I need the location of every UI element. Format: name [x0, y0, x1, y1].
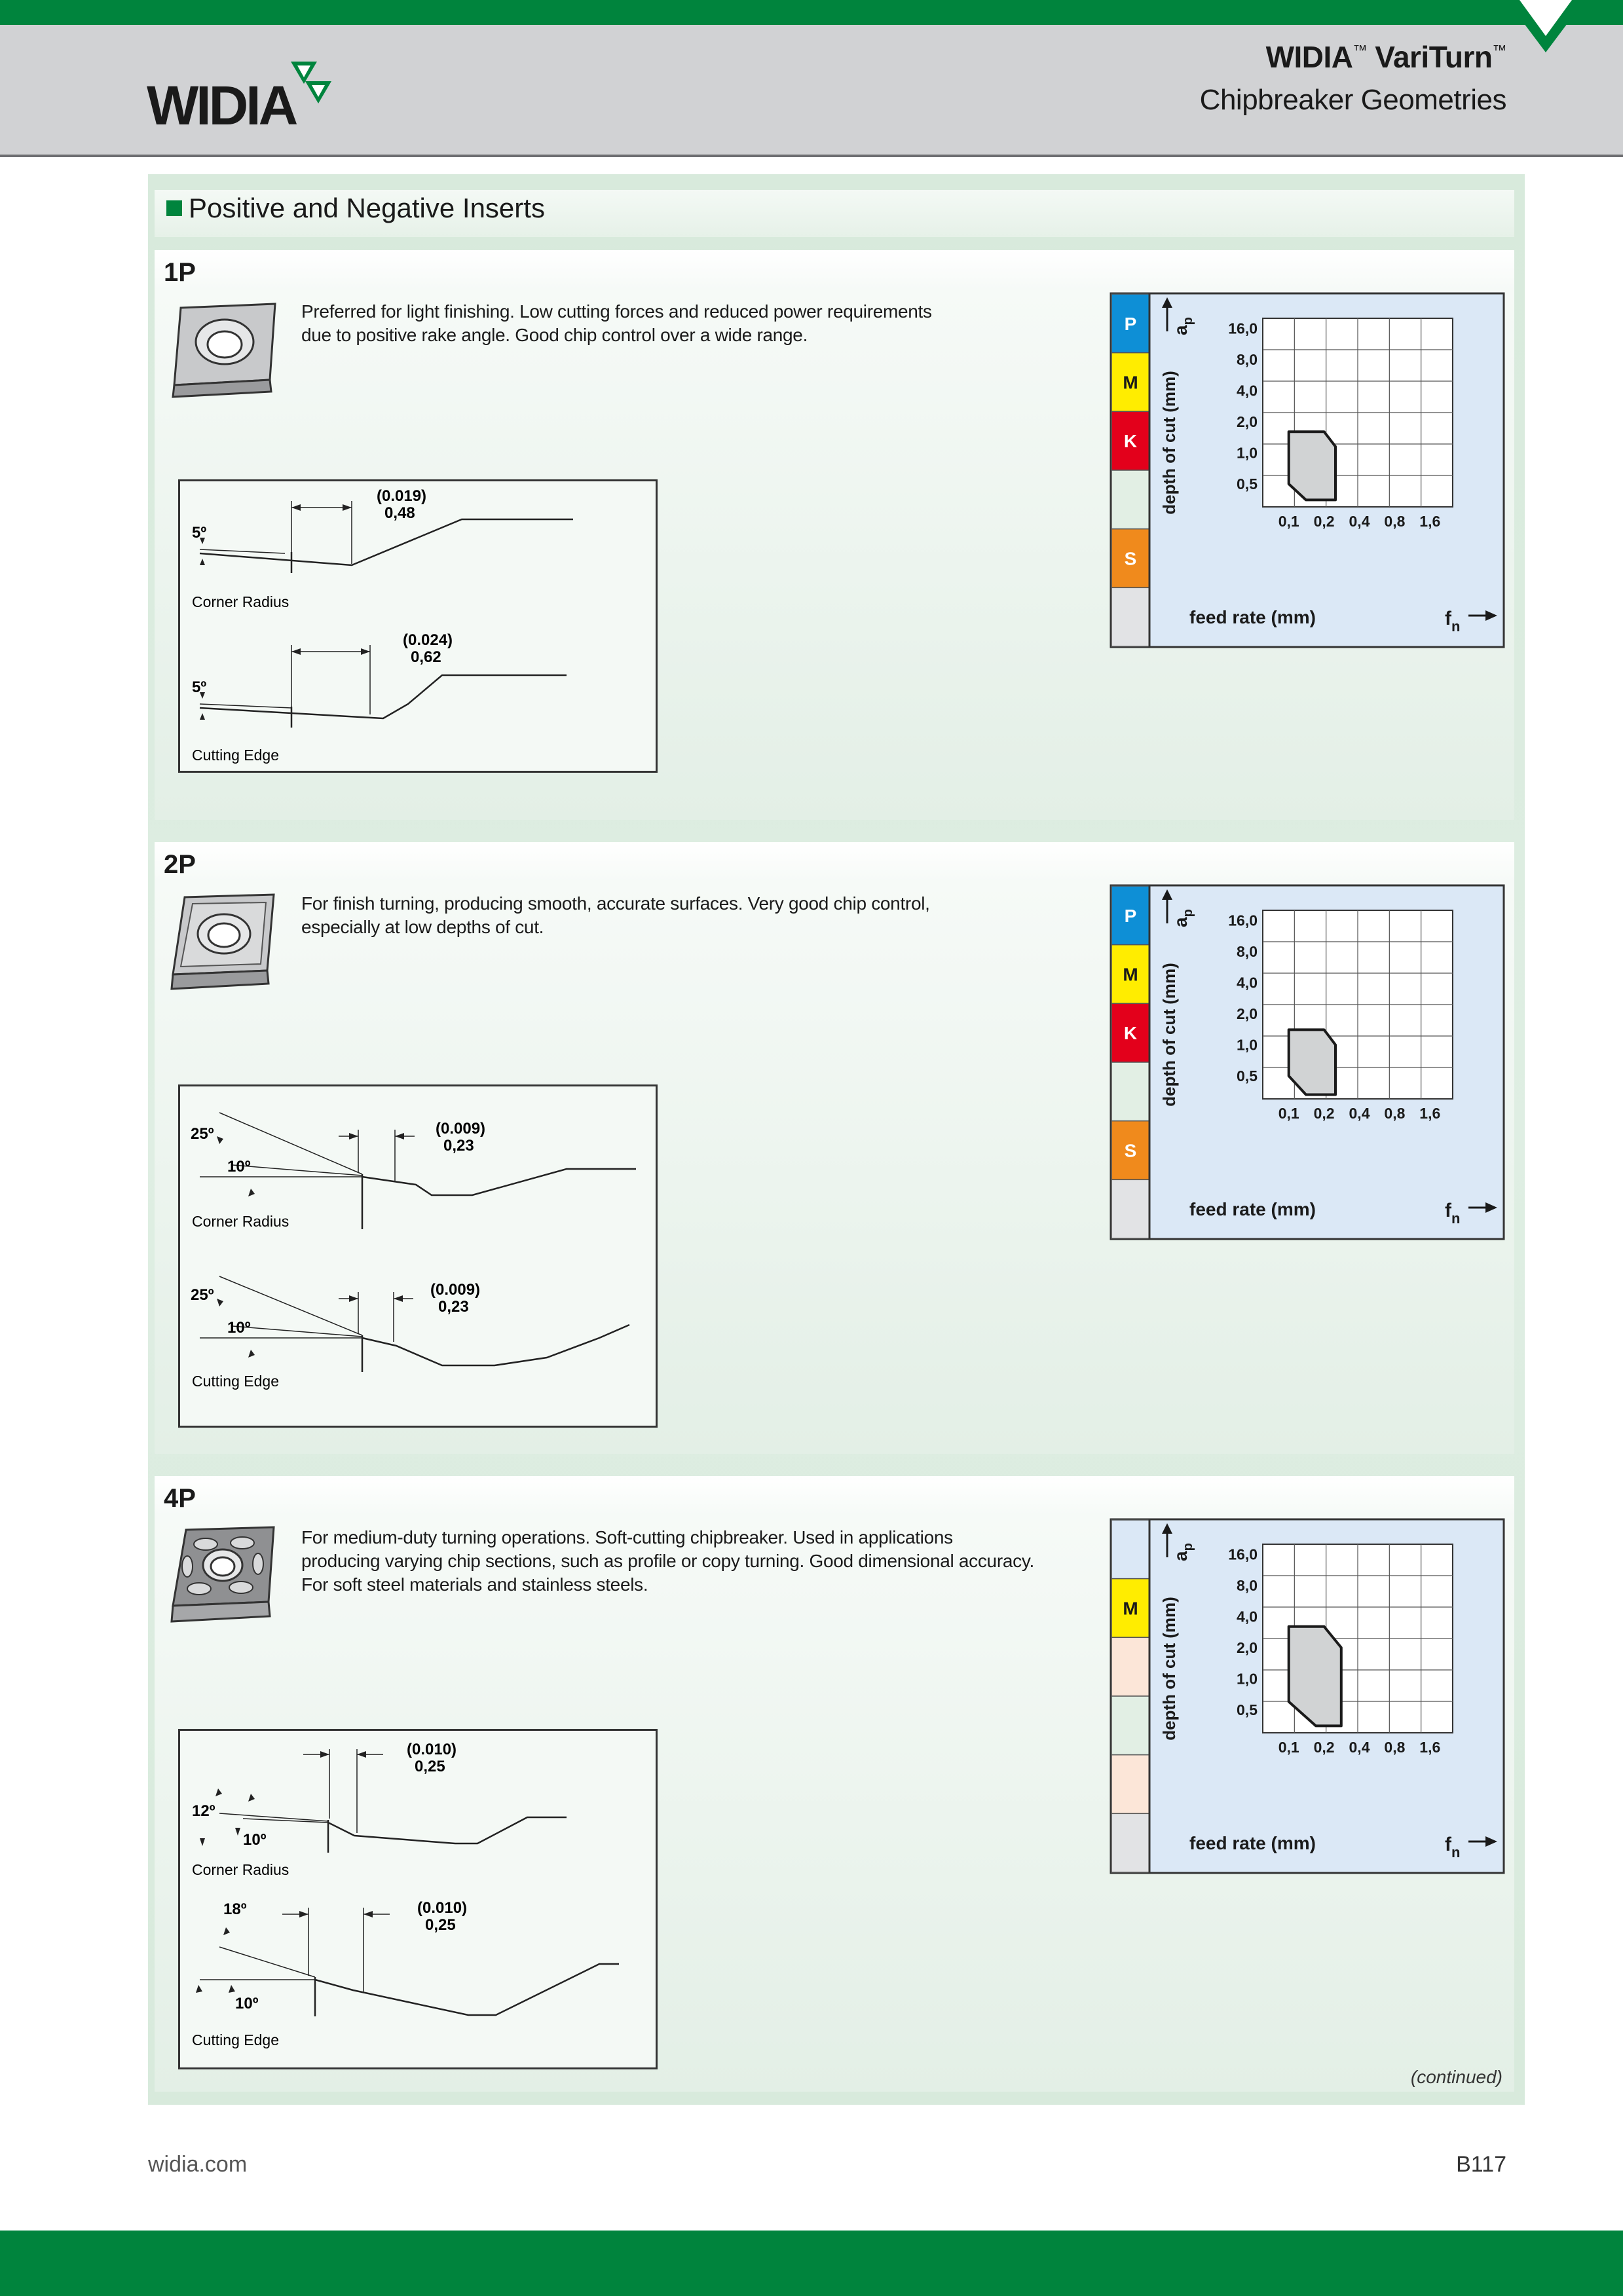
x-axis-label: feed rate (mm) — [1189, 1833, 1316, 1853]
profile-angle: 5º — [192, 524, 207, 542]
profile-angle: 18º — [223, 1900, 247, 1918]
material-code: P — [1124, 313, 1137, 334]
x-tick-label: 0,2 — [1313, 1105, 1335, 1122]
description-line: due to positive rake angle. Good chip control over a wide range. — [301, 325, 808, 345]
profile-angle: 5º — [192, 678, 207, 696]
description-line: Preferred for light finishing. Low cutting forces and reduced power requirements — [301, 301, 932, 322]
material-cell — [1111, 1637, 1149, 1696]
x-axis-label: feed rate (mm) — [1189, 607, 1316, 627]
insert-description — [301, 300, 932, 347]
profile-label: Cutting Edge — [192, 1373, 279, 1390]
profile-angle: 25º — [191, 1286, 214, 1304]
ap-label: $a_p$ — [1170, 317, 1195, 335]
application-chart-4p — [1110, 1518, 1505, 1874]
profile-dim-mm: 0,23 — [438, 1298, 469, 1316]
profile-label: Corner Radius — [192, 1861, 289, 1878]
material-code: M — [1123, 1598, 1138, 1619]
y-axis-label: depth of cut (mm) — [1159, 371, 1179, 515]
material-code: M — [1123, 372, 1138, 393]
material-code: M — [1123, 964, 1138, 985]
material-code: K — [1123, 1023, 1138, 1044]
negative-insert-icon — [169, 1526, 280, 1624]
y-tick-label: 2,0 — [1237, 413, 1258, 430]
x-tick-label: 1,6 — [1419, 1105, 1441, 1122]
fn-label: $f_n$ — [1445, 1834, 1461, 1861]
y-tick-label: 8,0 — [1237, 942, 1258, 960]
x-tick-label: 0,8 — [1384, 1105, 1406, 1122]
application-chart-2p — [1110, 884, 1505, 1240]
corner-triangle-icon — [1506, 0, 1585, 52]
profile-dim-mm: 0,62 — [411, 648, 441, 666]
profile-dim-inch: (0.019) — [377, 487, 427, 505]
y-tick-label: 2,0 — [1237, 1005, 1258, 1022]
y-tick-label: 1,0 — [1237, 1670, 1258, 1688]
description-line: For soft steel materials and stainless steels. — [301, 1574, 648, 1595]
material-cell — [1111, 587, 1149, 646]
y-tick-label: 4,0 — [1237, 974, 1258, 991]
y-tick-label: 0,5 — [1237, 475, 1258, 492]
material-code: K — [1123, 431, 1138, 452]
footer-url[interactable]: widia.com — [148, 2152, 248, 2177]
profile-angle: 10º — [227, 1158, 251, 1176]
positive-insert-icon — [169, 893, 280, 991]
material-cell — [1111, 1520, 1149, 1579]
trademark-mark: ™ — [1492, 42, 1506, 58]
profile-angle: 10º — [227, 1319, 251, 1337]
description-line: For medium-duty turning operations. Soft-cutting chipbreaker. Used in applications — [301, 1527, 953, 1547]
profile-dim-mm: 0,48 — [384, 504, 415, 522]
application-chart-1p — [1110, 292, 1505, 648]
ap-label: $a_p$ — [1170, 909, 1195, 927]
profile-label: Corner Radius — [192, 1213, 289, 1230]
profile-label: Cutting Edge — [192, 747, 279, 764]
x-tick-label: 1,6 — [1419, 1739, 1441, 1756]
insert-description — [301, 892, 930, 939]
application-region — [1289, 432, 1335, 500]
material-cell — [1111, 470, 1149, 529]
x-tick-label: 0,2 — [1313, 513, 1335, 530]
y-tick-label: 1,0 — [1237, 1036, 1258, 1054]
profile-angle: 10º — [235, 1995, 259, 2012]
header-title — [1266, 39, 1506, 75]
bottom-green-bar — [0, 2231, 1623, 2296]
material-cell — [1111, 1062, 1149, 1121]
description-line: producing varying chip sections, such as profile or copy turning. Good dimensional accuracy. — [301, 1551, 1034, 1571]
material-code: S — [1124, 1140, 1137, 1161]
material-cell — [1111, 1813, 1149, 1872]
profile-dim-mm: 0,25 — [425, 1916, 456, 1934]
ap-label: $a_p$ — [1170, 1543, 1195, 1561]
insert-name: 1P — [164, 258, 196, 287]
x-tick-label: 0,1 — [1278, 1739, 1299, 1756]
profile-angle: 10º — [243, 1831, 267, 1849]
y-tick-label: 8,0 — [1237, 1576, 1258, 1594]
material-cell — [1111, 1755, 1149, 1814]
profile-dim-mm: 0,25 — [415, 1758, 445, 1775]
y-tick-label: 16,0 — [1228, 1546, 1258, 1563]
section-bullet-icon — [166, 200, 182, 216]
y-tick-label: 16,0 — [1228, 320, 1258, 337]
material-code: S — [1124, 548, 1137, 569]
profile-dim-mm: 0,23 — [443, 1137, 474, 1155]
x-axis-label: feed rate (mm) — [1189, 1199, 1316, 1219]
y-tick-label: 8,0 — [1237, 350, 1258, 368]
insert-name: 2P — [164, 850, 196, 879]
y-tick-label: 0,5 — [1237, 1701, 1258, 1718]
widia-logo — [147, 60, 343, 132]
logo-triangles-icon — [291, 62, 331, 103]
y-tick-label: 4,0 — [1237, 1608, 1258, 1625]
y-axis-label: depth of cut (mm) — [1159, 963, 1179, 1107]
fn-label: $f_n$ — [1445, 1200, 1461, 1227]
y-tick-label: 16,0 — [1228, 912, 1258, 929]
trademark-mark: ™ — [1352, 42, 1368, 58]
positive-insert-icon — [169, 301, 280, 399]
x-tick-label: 0,1 — [1278, 1105, 1299, 1122]
profile-label: Cutting Edge — [192, 2031, 279, 2048]
application-region — [1289, 1029, 1335, 1094]
header-title-brand: WIDIA — [1265, 40, 1353, 74]
page-number: B117 — [1456, 2152, 1506, 2177]
profile-angle: 12º — [192, 1802, 215, 1820]
logo-wordmark: WIDIA — [147, 75, 296, 132]
material-cell — [1111, 1179, 1149, 1238]
description-line: especially at low depths of cut. — [301, 917, 544, 937]
y-tick-label: 4,0 — [1237, 382, 1258, 399]
y-axis-label: depth of cut (mm) — [1159, 1597, 1179, 1741]
profile-angle: 25º — [191, 1125, 214, 1143]
material-cell — [1111, 1696, 1149, 1755]
fn-label: $f_n$ — [1445, 608, 1461, 635]
insert-description — [301, 1526, 1034, 1597]
profile-diagram-2p — [178, 1084, 658, 1428]
material-code: P — [1124, 905, 1137, 926]
profile-dim-inch: (0.010) — [417, 1899, 468, 1917]
header-title-product: VariTurn — [1375, 40, 1493, 74]
profile-diagram-4p — [178, 1729, 658, 2069]
x-tick-label: 0,8 — [1384, 1739, 1406, 1756]
insert-name: 4P — [164, 1484, 196, 1513]
profile-diagram-1p — [178, 479, 658, 773]
x-tick-label: 0,4 — [1349, 513, 1370, 530]
x-tick-label: 0,8 — [1384, 513, 1406, 530]
top-green-bar — [0, 0, 1623, 25]
profile-label: Corner Radius — [192, 593, 289, 610]
profile-dim-inch: (0.009) — [436, 1120, 486, 1138]
continued-note: (continued) — [1410, 2067, 1502, 2087]
header-subtitle: Chipbreaker Geometries — [1199, 84, 1506, 116]
x-tick-label: 0,1 — [1278, 513, 1299, 530]
y-tick-label: 2,0 — [1237, 1639, 1258, 1656]
description-line: For finish turning, producing smooth, accurate surfaces. Very good chip control, — [301, 893, 930, 914]
section-title: Positive and Negative Inserts — [189, 193, 545, 223]
profile-dim-inch: (0.009) — [430, 1281, 481, 1299]
x-tick-label: 0,2 — [1313, 1739, 1335, 1756]
y-tick-label: 0,5 — [1237, 1067, 1258, 1084]
y-tick-label: 1,0 — [1237, 444, 1258, 462]
x-tick-label: 0,4 — [1349, 1739, 1370, 1756]
profile-dim-inch: (0.024) — [403, 631, 453, 649]
x-tick-label: 0,4 — [1349, 1105, 1370, 1122]
x-tick-label: 1,6 — [1419, 513, 1441, 530]
profile-dim-inch: (0.010) — [407, 1741, 457, 1758]
